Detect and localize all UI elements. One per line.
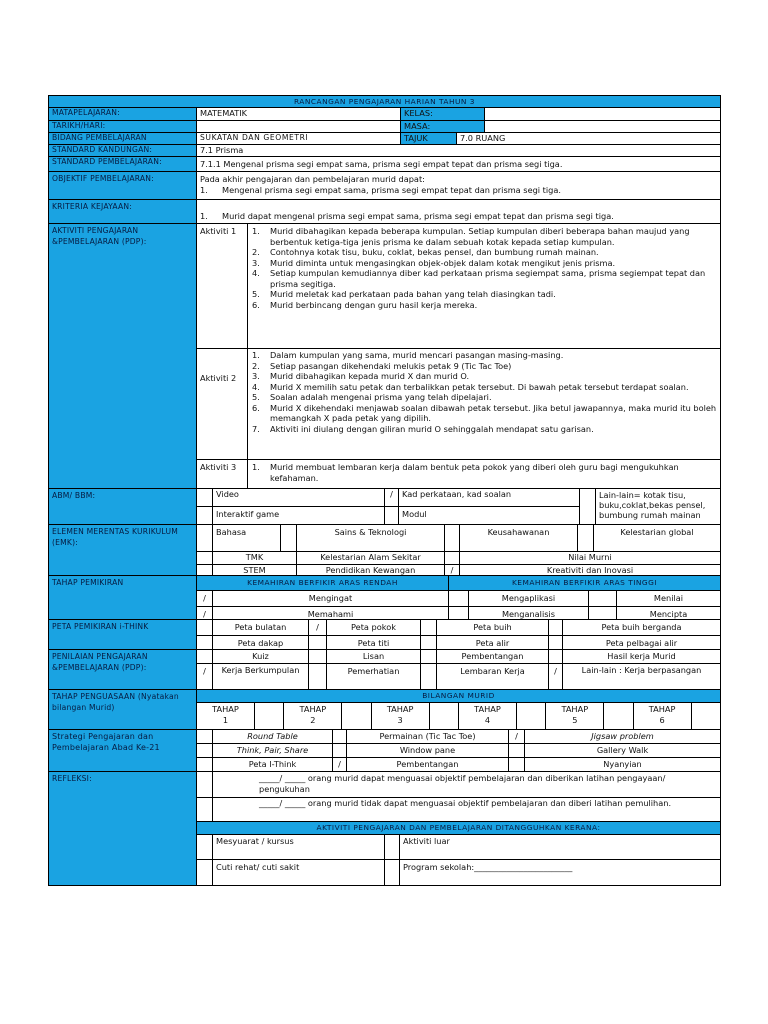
activity-step	[248, 300, 717, 311]
ithink-label: PETA PEMIKIRAN i-THINK	[49, 620, 197, 649]
peta-bulatan: Peta bulatan	[213, 620, 309, 635]
activity-1	[197, 224, 720, 349]
step-number: 5.	[252, 392, 260, 402]
mastery-label: TAHAP PENGUASAAN (Nyatakan bilangan Murid)	[49, 690, 197, 729]
activity-step	[248, 382, 717, 393]
criteria-item-text: Murid dapat mengenal prisma segi empat sama, prisma segi empat tepat dan prisma segi tiga.	[222, 211, 614, 221]
time-label: MASA:	[401, 121, 485, 132]
ithink-content	[197, 620, 720, 649]
document-title: RANCANGAN PENGAJARAN HARIAN TAHUN 3	[49, 96, 720, 107]
peta-pokok-check: /	[309, 620, 327, 635]
tahap-3-count	[430, 703, 459, 729]
objective-label: OBJEKTIF PEMBELAJARAN:	[49, 172, 197, 199]
activity-step	[248, 462, 717, 483]
step-text: Murid diminta untuk mengasingkan objek-objek dalam kotak mengikut jenis prisma.	[270, 257, 616, 268]
tahap-number: 3	[397, 715, 403, 725]
activity-step	[248, 226, 717, 247]
activity-step	[248, 371, 717, 382]
abm-interaktif-check	[197, 507, 213, 524]
high-order-header: KEMAHIRAN BERFIKIR ARAS TINGGI	[449, 576, 720, 590]
gallery-walk: Gallery Walk	[596, 745, 649, 755]
activity-step	[248, 361, 717, 372]
criteria-item-number: 1.	[200, 211, 208, 221]
hasil-kerja: Hasil kerja Murid	[607, 651, 676, 661]
student-count-header: BILANGAN MURID	[197, 690, 720, 702]
step-number: 2.	[252, 247, 260, 257]
assessment-row	[49, 650, 720, 690]
tahap-word: TAHAP	[561, 704, 589, 714]
abm-content	[197, 489, 720, 524]
learning-standard-row	[49, 157, 720, 172]
program-sekolah: Program sekolah:________________________	[403, 862, 573, 872]
peta-buih: Peta buih	[437, 620, 549, 635]
lisan: Lisan	[327, 650, 421, 663]
step-number: 2.	[252, 360, 260, 371]
step-number: 1.	[252, 226, 260, 236]
mesyuarat: Mesyuarat / kursus	[213, 835, 385, 859]
field-row	[49, 133, 720, 145]
peta-titi: Peta titi	[327, 636, 421, 649]
strategy-label: Strategi Pengajaran dan Pembelajaran Abad Ke-21	[49, 730, 197, 771]
tahap-number: 1	[222, 715, 229, 725]
menilai: Menilai	[653, 592, 684, 603]
tahap-word: TAHAP	[299, 704, 327, 714]
assessment-content	[197, 650, 720, 689]
tahap-number: 6	[659, 715, 665, 725]
activity-3-label: Aktiviti 3	[197, 460, 248, 488]
mastery-row	[49, 690, 720, 730]
tahap-5-count	[604, 703, 633, 729]
tahap-6-label	[634, 703, 692, 729]
step-text: Murid meletak kad perkataan pada bahan yang telah diasingkan tadi.	[270, 289, 556, 299]
permainan: Permainan (Tic Tac Toe)	[347, 730, 509, 743]
reflection-label: REFLEKSI:	[49, 772, 197, 885]
activity-step	[248, 268, 717, 289]
thinking-content	[197, 576, 720, 619]
window-pane: Window pane	[347, 744, 509, 757]
nyanyian: Nyanyian	[603, 759, 642, 769]
activities-label: AKTIVITI PENGAJARAN &PEMBELAJARAN (PDP):	[49, 224, 197, 488]
objective-row	[49, 172, 720, 200]
abm-lain-check	[580, 489, 596, 524]
ithink-row	[49, 620, 720, 650]
low-order-header: KEMAHIRAN BERFIKIR ARAS RENDAH	[197, 576, 449, 590]
criteria-row	[49, 200, 720, 224]
subject-row	[49, 108, 720, 121]
thinking-label: TAHAP PEMIKIRAN	[49, 576, 197, 619]
peta-ithink: Peta I-Think	[213, 758, 333, 771]
emk-kreativiti: Kreativiti dan Inovasi	[546, 564, 634, 575]
pemerhatian: Pemerhatian	[327, 664, 421, 689]
tahap-1-count	[255, 703, 284, 729]
mastery-levels	[197, 703, 720, 729]
tahap-word: TAHAP	[212, 704, 239, 714]
mengingat-check: /	[197, 591, 213, 606]
tahap-number: 2	[310, 715, 316, 725]
content-standard-row	[49, 145, 720, 157]
step-number: 6.	[252, 299, 260, 310]
emk-bahasa: Bahasa	[213, 525, 281, 551]
title-row	[49, 96, 720, 108]
activity-step	[248, 350, 717, 361]
step-number: 4.	[252, 268, 260, 278]
step-number: 4.	[252, 381, 260, 392]
activity-1-steps	[248, 224, 720, 348]
step-text: Setiap kumpulan kemudiannya diber kad perkataan prisma segiempat sama, prisma segiempat tepat dan prisma segitiga.	[270, 268, 706, 289]
objective-content	[197, 172, 720, 199]
subject-label: MATAPELAJARAN:	[49, 108, 197, 120]
emk-row	[49, 525, 720, 576]
aktiviti-luar: Aktiviti luar	[403, 836, 450, 846]
emk-kelestarian-alam: Kelestarian Alam Sekitar	[297, 552, 445, 564]
pembentangan: Pembentangan	[437, 650, 549, 663]
step-text: Murid membuat lembaran kerja dalam bentuk peta pokok yang diberi oleh guru bagi mengukuhkan kefahaman.	[270, 462, 679, 483]
abm-label: ABM/ BBM:	[49, 489, 197, 524]
strategy-row	[49, 730, 720, 772]
activity-step	[248, 289, 717, 300]
tahap-2-count	[342, 703, 371, 729]
criteria-content	[197, 200, 720, 223]
mengingat: Mengingat	[213, 591, 449, 606]
activity-3-list	[248, 462, 717, 483]
tahap-5-label	[546, 703, 604, 729]
step-text: Murid X memilih satu petak dan terbalikkan petak tersebut. Di bawah petak tersebut terdapat soalan.	[270, 381, 689, 392]
reflection-row	[49, 772, 720, 885]
peta-dakap: Peta dakap	[213, 636, 309, 649]
reflection-not-mastered: _____/ _____ orang murid tidak dapat menguasai objektif pembelajaran dan diberi latihan pemulihan.	[259, 798, 672, 808]
permainan-check: /	[509, 730, 525, 743]
criteria-label: KRITERIA KEJAYAAN:	[49, 200, 197, 223]
kerja-check: /	[197, 664, 213, 689]
activity-1-list	[248, 226, 717, 310]
abm-video: Video	[213, 489, 385, 506]
step-number: 7.	[252, 423, 260, 434]
jigsaw: Jigsaw problem	[591, 731, 654, 741]
step-text: Murid berbincang dengan guru hasil kerja mereka.	[270, 299, 478, 310]
emk-sains: Sains & Teknologi	[297, 525, 445, 551]
content-standard-value: 7.1 Prisma	[200, 145, 244, 155]
thinking-row	[49, 576, 720, 620]
abm-kad: Kad perkataan, kad soalan	[402, 489, 512, 499]
abm-row	[49, 489, 720, 525]
step-text: Dalam kumpulan yang sama, murid mencari pasangan masing-masing.	[270, 350, 564, 360]
class-label: KELAS:	[401, 108, 485, 120]
activity-step	[248, 403, 717, 424]
field-label: BIDANG PEMBELAJARAN	[49, 133, 197, 144]
step-number: 6.	[252, 402, 260, 413]
mencipta: Mencipta	[649, 608, 688, 619]
memahami: Memahami	[213, 607, 449, 620]
reflection-content	[197, 772, 720, 885]
objective-item-text: Mengenal prisma segi empat sama, prisma segi empat tepat dan prisma segi tiga.	[222, 184, 561, 195]
lain-lain: Lain-lain : Kerja berpasangan	[581, 665, 702, 675]
emk-label: ELEMEN MERENTAS KURIKULUM (EMK):	[49, 525, 197, 575]
lesson-plan-table	[48, 95, 721, 886]
activity-step	[248, 424, 717, 435]
activity-2-label: Aktiviti 2	[197, 349, 248, 459]
date-label: TARIKH/HARI:	[49, 121, 197, 132]
content-standard-label: STANDARD KANDUNGAN:	[49, 145, 197, 156]
abm-grid	[197, 489, 580, 524]
cuti: Cuti rehat/ cuti sakit	[213, 860, 385, 885]
activity-2-list	[248, 350, 717, 434]
strategy-content	[197, 730, 720, 771]
peta-buih-berganda: Peta buih berganda	[601, 622, 682, 632]
abm-modul-check	[385, 507, 399, 524]
step-text: Murid dibahagikan kepada beberapa kumpulan. Setiap kumpulan diberi beberapa bahan maujud yang berbentuk ketiga-tiga jenis prisma ke dalam sebuah kotak kepada setiap kumpulan.	[270, 226, 690, 247]
tahap-word: TAHAP	[648, 704, 676, 714]
date-value	[197, 121, 401, 132]
activity-step	[248, 392, 717, 403]
step-number: 1.	[252, 462, 260, 472]
learning-standard-label: STANDARD PEMBELAJARAN:	[49, 157, 197, 171]
tahap-number: 5	[572, 715, 578, 725]
peta-pelbagai-alir: Peta pelbagai alir	[605, 638, 678, 648]
activity-step	[248, 258, 717, 269]
ithink-check: /	[333, 758, 347, 771]
time-value	[485, 121, 720, 132]
lain-check: /	[549, 664, 563, 689]
activity-2-steps	[248, 349, 720, 459]
postponed-header: AKTIVITI PENGAJARAN DAN PEMBELAJARAN DITANGGUHKAN KERANA:	[197, 822, 720, 834]
objective-intro: Pada akhir pengajaran dan pembelajaran murid dapat:	[200, 174, 425, 184]
step-number: 3.	[252, 257, 260, 268]
mastery-content	[197, 690, 720, 729]
abm-modul: Modul	[402, 509, 427, 519]
pembentangan-strategi: Pembentangan	[347, 758, 509, 771]
step-text: Soalan adalah mengenai prisma yang telah dipelajari.	[270, 392, 492, 402]
step-number: 1.	[252, 350, 260, 360]
emk-nilai: Nilai Murni	[568, 551, 612, 562]
tahap-number: 4	[484, 715, 491, 725]
emk-kelestarian-global: Kelestarian global	[620, 527, 694, 537]
step-text: Murid dibahagikan kepada murid X dan murid O.	[270, 371, 470, 381]
kerja-berkumpulan: Kerja Berkumpulan	[213, 664, 309, 689]
peta-pokok: Peta pokok	[327, 620, 421, 635]
peta-alir: Peta alir	[437, 636, 549, 649]
criteria-item	[200, 211, 717, 222]
topic-label: TAJUK	[401, 133, 457, 144]
class-value	[485, 108, 720, 120]
emk-content	[197, 525, 720, 575]
emk-tmk: TMK	[213, 552, 297, 564]
round-table: Round Table	[213, 730, 333, 743]
objective-item-number: 1.	[200, 184, 208, 195]
activity-2	[197, 349, 720, 460]
date-row	[49, 121, 720, 133]
tahap-word: TAHAP	[474, 704, 501, 714]
tahap-6-count	[692, 703, 720, 729]
think-pair-share: Think, Pair, Share	[213, 744, 333, 757]
subject-value: MATEMATIK	[197, 108, 401, 120]
reflection-mastered: _____/ _____ orang murid dapat menguasai objektif pembelajaran dan diberikan latihan pengayaan/ pengukuhan	[259, 773, 666, 794]
emk-kewangan: Pendidikan Kewangan	[297, 565, 445, 576]
step-text: Aktiviti ini diulang dengan giliran murid O sehinggalah mendapat satu garisan.	[270, 423, 594, 434]
step-number: 5.	[252, 289, 260, 299]
abm-lain: Lain-lain= kotak tisu, buku,coklat,bekas pensel, bumbung rumah mainan	[599, 490, 706, 520]
assessment-label: PENILAIAN PENGAJARAN &PEMBELAJARAN (PDP):	[49, 650, 197, 689]
activities-row	[49, 224, 720, 489]
activity-step	[248, 247, 717, 258]
emk-stem: STEM	[213, 565, 297, 576]
activities-content	[197, 224, 720, 488]
step-text: Setiap pasangan dikehendaki melukis petak 9 (Tic Tac Toe)	[270, 360, 512, 371]
step-number: 3.	[252, 371, 260, 381]
field-value: SUKATAN DAN GEOMETRI	[197, 133, 401, 144]
tahap-3-label	[372, 703, 430, 729]
step-text: Murid X dikehendaki menjawab soalan dibawah petak tersebut. Jika betul jawapannya, maka murid itu boleh memangkah X pada petak yang dipilih.	[270, 402, 717, 423]
activity-3-steps	[248, 460, 720, 488]
abm-video-check	[197, 489, 213, 506]
kuiz: Kuiz	[213, 650, 309, 663]
objective-item	[200, 185, 717, 196]
emk-keusahawanan: Keusahawanan	[460, 525, 578, 551]
mengaplikasi: Mengaplikasi	[469, 591, 589, 606]
tahap-4-label	[459, 703, 517, 729]
step-text: Contohnya kotak tisu, buku, coklat, bekas pensel, dan bumbung rumah mainan.	[270, 247, 599, 257]
emk-kewangan-check: /	[445, 565, 460, 576]
tahap-4-count	[517, 703, 546, 729]
abm-kad-check: /	[385, 489, 399, 506]
memahami-check: /	[197, 607, 213, 620]
menganalisis: Menganalisis	[469, 607, 589, 620]
topic-value: 7.0 RUANG	[460, 133, 506, 143]
tahap-2-label	[284, 703, 342, 729]
abm-interaktif: Interaktif game	[213, 507, 385, 524]
tahap-word: TAHAP	[386, 704, 414, 714]
tahap-1-label	[197, 703, 255, 729]
lembaran-kerja: Lembaran Kerja	[437, 664, 549, 689]
learning-standard-value: 7.1.1 Mengenal prisma segi empat sama, prisma segi empat tepat dan prisma segi tiga.	[200, 159, 563, 169]
activity-3	[197, 460, 720, 488]
activity-1-label: Aktiviti 1	[197, 224, 248, 348]
